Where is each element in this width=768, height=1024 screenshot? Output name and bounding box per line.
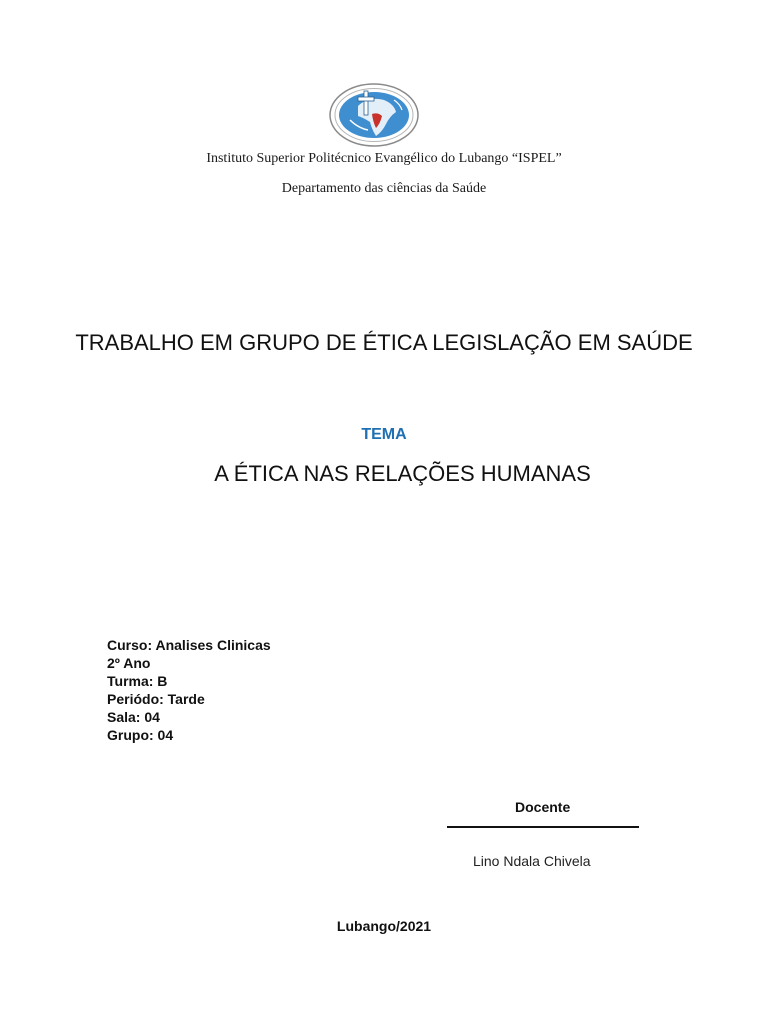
- info-sala: Sala: 04: [107, 709, 160, 725]
- institute-name: Instituto Superior Politécnico Evangélico do Lubango “ISPEL”: [206, 151, 562, 166]
- info-turma: Turma: B: [107, 673, 168, 689]
- document-title: TRABALHO EM GRUPO DE ÉTICA LEGISLAÇÃO EM SAÚDE: [75, 330, 693, 355]
- document-subject: A ÉTICA NAS RELAÇÕES HUMANAS: [214, 461, 591, 486]
- info-periodo: Periódo: Tarde: [107, 691, 205, 707]
- docente-label: Docente: [515, 799, 571, 815]
- department-name: Departamento das ciências da Saúde: [281, 181, 487, 196]
- signature-line: [447, 826, 639, 828]
- ispel-seal-icon: [328, 82, 420, 148]
- docente-name: Lino Ndala Chivela: [473, 853, 591, 869]
- info-curso: Curso: Analises Clinicas: [107, 637, 271, 653]
- course-info-block: [107, 636, 271, 744]
- place-and-year: Lubango/2021: [336, 918, 432, 934]
- info-ano: 2º Ano: [107, 655, 151, 671]
- info-grupo: Grupo: 04: [107, 727, 174, 743]
- tema-label: TEMA: [361, 426, 407, 443]
